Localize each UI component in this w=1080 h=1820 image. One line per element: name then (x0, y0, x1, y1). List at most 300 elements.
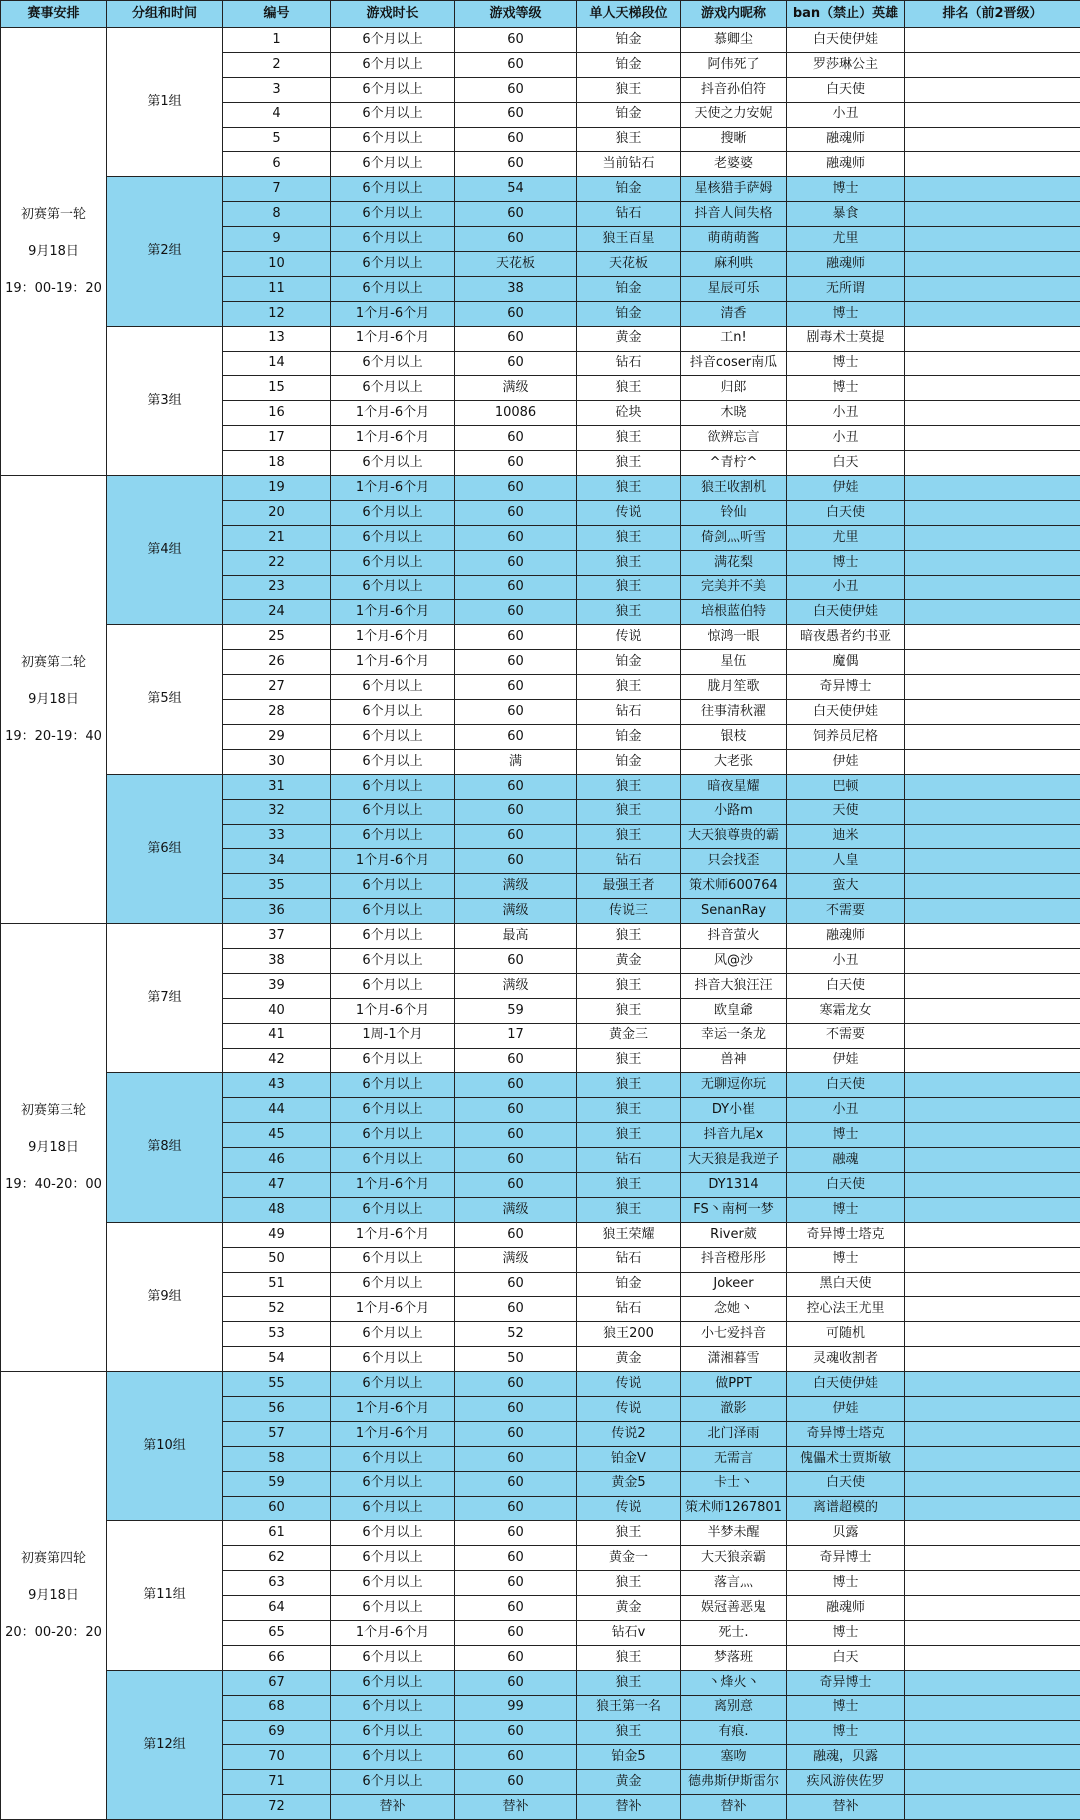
cell-ban-hero: 疾风游侠佐罗 (787, 1770, 905, 1795)
cell-ban-hero: 离谱超模的 (787, 1496, 905, 1521)
cell-placement (905, 1197, 1080, 1222)
cell-ban-hero: 罗莎琳公主 (787, 52, 905, 77)
cell-ban-hero: 白天使 (787, 77, 905, 102)
cell-number: 35 (223, 874, 331, 899)
cell-ban-hero: 融魂，贝露 (787, 1745, 905, 1770)
cell-number: 1 (223, 28, 331, 53)
cell-ban-hero: 奇异博士塔克 (787, 1421, 905, 1446)
cell-placement (905, 774, 1080, 799)
cell-nickname: 无聊逗你玩 (681, 1073, 787, 1098)
round-time: 19：00-19：20 (1, 270, 106, 307)
cell-ban-hero: 不需要 (787, 899, 905, 924)
cell-number: 38 (223, 948, 331, 973)
cell-ban-hero: 小丑 (787, 575, 905, 600)
cell-play-duration: 1个月-6个月 (331, 1172, 455, 1197)
cell-number: 42 (223, 1048, 331, 1073)
cell-nickname: 倚剑灬听雪 (681, 525, 787, 550)
cell-nickname: 卡士丶 (681, 1471, 787, 1496)
cell-nickname: 麻利哄 (681, 252, 787, 277)
cell-number: 26 (223, 650, 331, 675)
cell-ladder-rank: 狼王 (577, 1048, 681, 1073)
cell-game-level: 60 (455, 1446, 577, 1471)
cell-placement (905, 1720, 1080, 1745)
cell-play-duration: 6个月以上 (331, 824, 455, 849)
round-cell (1, 924, 107, 1372)
cell-play-duration: 6个月以上 (331, 1048, 455, 1073)
cell-nickname: 梦落班 (681, 1645, 787, 1670)
cell-placement (905, 1521, 1080, 1546)
cell-nickname: 欲辨忘言 (681, 426, 787, 451)
cell-number: 57 (223, 1421, 331, 1446)
cell-game-level: 满级 (455, 1197, 577, 1222)
cell-number: 3 (223, 77, 331, 102)
cell-ladder-rank: 钻石v (577, 1621, 681, 1646)
cell-game-level: 60 (455, 1396, 577, 1421)
cell-placement (905, 973, 1080, 998)
cell-number: 11 (223, 276, 331, 301)
cell-placement (905, 1471, 1080, 1496)
cell-nickname: 幸运一条龙 (681, 1023, 787, 1048)
cell-game-level: 60 (455, 849, 577, 874)
cell-ladder-rank: 铂金V (577, 1446, 681, 1471)
cell-ban-hero: 博士 (787, 1197, 905, 1222)
cell-game-level: 60 (455, 1048, 577, 1073)
cell-ladder-rank: 狼王 (577, 1571, 681, 1596)
cell-ladder-rank: 狼王 (577, 998, 681, 1023)
cell-number: 9 (223, 227, 331, 252)
cell-ban-hero: 小丑 (787, 948, 905, 973)
cell-play-duration: 6个月以上 (331, 276, 455, 301)
cell-placement (905, 550, 1080, 575)
cell-ban-hero: 巴顿 (787, 774, 905, 799)
cell-number: 6 (223, 152, 331, 177)
cell-nickname: 阿伟死了 (681, 52, 787, 77)
cell-placement (905, 1571, 1080, 1596)
cell-number: 34 (223, 849, 331, 874)
cell-ladder-rank: 狼王 (577, 575, 681, 600)
cell-ladder-rank: 狼王 (577, 1073, 681, 1098)
cell-placement (905, 1421, 1080, 1446)
cell-ladder-rank: 狼王 (577, 525, 681, 550)
cell-ban-hero: 奇异博士 (787, 675, 905, 700)
cell-play-duration: 6个月以上 (331, 1372, 455, 1397)
cell-game-level: 60 (455, 1621, 577, 1646)
cell-nickname: 暗夜星耀 (681, 774, 787, 799)
cell-placement (905, 849, 1080, 874)
cell-game-level: 60 (455, 1546, 577, 1571)
cell-ladder-rank: 狼王 (577, 426, 681, 451)
cell-ban-hero: 尤里 (787, 227, 905, 252)
cell-nickname: 培根蓝伯特 (681, 600, 787, 625)
cell-ban-hero: 蛮大 (787, 874, 905, 899)
cell-ban-hero: 可随机 (787, 1322, 905, 1347)
cell-ladder-rank: 黄金 (577, 1347, 681, 1372)
cell-placement (905, 1098, 1080, 1123)
cell-play-duration: 1个月-6个月 (331, 1222, 455, 1247)
cell-number: 68 (223, 1695, 331, 1720)
cell-game-level: 60 (455, 28, 577, 53)
cell-placement (905, 1496, 1080, 1521)
cell-ladder-rank: 铂金 (577, 276, 681, 301)
cell-play-duration: 6个月以上 (331, 451, 455, 476)
cell-ladder-rank: 传说 (577, 1372, 681, 1397)
cell-number: 12 (223, 301, 331, 326)
cell-play-duration: 6个月以上 (331, 28, 455, 53)
cell-play-duration: 6个月以上 (331, 1720, 455, 1745)
cell-ban-hero: 小丑 (787, 401, 905, 426)
cell-nickname: 策术师600764 (681, 874, 787, 899)
cell-game-level: 60 (455, 1222, 577, 1247)
cell-nickname: 木晓 (681, 401, 787, 426)
cell-play-duration: 6个月以上 (331, 724, 455, 749)
cell-nickname: 满花梨 (681, 550, 787, 575)
cell-placement (905, 1222, 1080, 1247)
cell-number: 32 (223, 799, 331, 824)
table-row (1, 1372, 1080, 1397)
cell-game-level: 60 (455, 1720, 577, 1745)
cell-game-level: 60 (455, 1471, 577, 1496)
cell-number: 61 (223, 1521, 331, 1546)
cell-game-level: 60 (455, 1372, 577, 1397)
cell-play-duration: 1个月-6个月 (331, 1621, 455, 1646)
cell-play-duration: 6个月以上 (331, 252, 455, 277)
cell-ladder-rank: 黄金 (577, 1770, 681, 1795)
cell-placement (905, 625, 1080, 650)
header-ladder-rank: 单人天梯段位 (577, 1, 681, 28)
cell-game-level: 60 (455, 1496, 577, 1521)
round-date: 9月18日 (1, 233, 106, 270)
cell-ban-hero: 剧毒术士莫提 (787, 326, 905, 351)
cell-game-level: 60 (455, 774, 577, 799)
cell-number: 71 (223, 1770, 331, 1795)
cell-ladder-rank: 狼王荣耀 (577, 1222, 681, 1247)
cell-nickname: 狼王收割机 (681, 476, 787, 501)
cell-play-duration: 6个月以上 (331, 1322, 455, 1347)
cell-game-level: 60 (455, 525, 577, 550)
cell-number: 19 (223, 476, 331, 501)
cell-placement (905, 650, 1080, 675)
cell-nickname: 兽神 (681, 1048, 787, 1073)
cell-play-duration: 6个月以上 (331, 1197, 455, 1222)
cell-number: 70 (223, 1745, 331, 1770)
cell-number: 2 (223, 52, 331, 77)
cell-placement (905, 252, 1080, 277)
cell-ladder-rank: 狼王 (577, 1123, 681, 1148)
cell-play-duration: 1个月-6个月 (331, 476, 455, 501)
cell-nickname: 完美并不美 (681, 575, 787, 600)
cell-play-duration: 6个月以上 (331, 1596, 455, 1621)
cell-number: 55 (223, 1372, 331, 1397)
cell-nickname: 有痕. (681, 1720, 787, 1745)
round-cell (1, 476, 107, 924)
cell-number: 10 (223, 252, 331, 277)
cell-ban-hero: 白天使伊娃 (787, 600, 905, 625)
cell-number: 52 (223, 1297, 331, 1322)
cell-number: 20 (223, 500, 331, 525)
round-time: 20：00-20：20 (1, 1614, 106, 1651)
cell-ladder-rank: 狼王 (577, 1098, 681, 1123)
cell-play-duration: 6个月以上 (331, 1073, 455, 1098)
cell-ban-hero: 博士 (787, 1720, 905, 1745)
cell-number: 15 (223, 376, 331, 401)
cell-game-level: 50 (455, 1347, 577, 1372)
cell-placement (905, 102, 1080, 127)
cell-ban-hero: 博士 (787, 1621, 905, 1646)
table-row (1, 177, 1080, 202)
cell-nickname: 大天狼尊贵的霸 (681, 824, 787, 849)
cell-ban-hero: 迪米 (787, 824, 905, 849)
cell-game-level: 38 (455, 276, 577, 301)
cell-play-duration: 6个月以上 (331, 376, 455, 401)
cell-nickname: 抖音萤火 (681, 924, 787, 949)
cell-ladder-rank: 狼王 (577, 1645, 681, 1670)
cell-play-duration: 6个月以上 (331, 749, 455, 774)
table-row (1, 1222, 1080, 1247)
cell-ladder-rank: 狼王第一名 (577, 1695, 681, 1720)
cell-play-duration: 6个月以上 (331, 102, 455, 127)
cell-play-duration: 1个月-6个月 (331, 600, 455, 625)
cell-nickname: SenanRay (681, 899, 787, 924)
cell-number: 54 (223, 1347, 331, 1372)
cell-nickname: 萌萌萌酱 (681, 227, 787, 252)
cell-ban-hero: 博士 (787, 1571, 905, 1596)
cell-game-level: 60 (455, 152, 577, 177)
cell-ban-hero: 傀儡术士贾斯敏 (787, 1446, 905, 1471)
cell-placement (905, 1695, 1080, 1720)
cell-placement (905, 426, 1080, 451)
group-name: 第8组 (107, 1073, 223, 1222)
cell-game-level: 满级 (455, 376, 577, 401)
cell-game-level: 60 (455, 1571, 577, 1596)
cell-ladder-rank: 黄金 (577, 326, 681, 351)
cell-game-level: 60 (455, 1596, 577, 1621)
cell-play-duration: 1个月-6个月 (331, 998, 455, 1023)
cell-nickname: 离别意 (681, 1695, 787, 1720)
cell-placement (905, 301, 1080, 326)
cell-ladder-rank: 黄金三 (577, 1023, 681, 1048)
cell-ban-hero: 寒霜龙女 (787, 998, 905, 1023)
cell-play-duration: 替补 (331, 1795, 455, 1820)
cell-nickname: 银枝 (681, 724, 787, 749)
cell-play-duration: 6个月以上 (331, 1770, 455, 1795)
cell-number: 69 (223, 1720, 331, 1745)
cell-ban-hero: 伊娃 (787, 1048, 905, 1073)
cell-nickname: DY1314 (681, 1172, 787, 1197)
cell-ladder-rank: 狼王 (577, 774, 681, 799)
cell-nickname: 潇湘暮雪 (681, 1347, 787, 1372)
table-row (1, 1670, 1080, 1695)
cell-game-level: 最高 (455, 924, 577, 949)
cell-game-level: 60 (455, 476, 577, 501)
cell-game-level: 60 (455, 451, 577, 476)
cell-play-duration: 6个月以上 (331, 351, 455, 376)
cell-nickname: 抖音coser南瓜 (681, 351, 787, 376)
cell-game-level: 10086 (455, 401, 577, 426)
cell-nickname: 惊鸿一眼 (681, 625, 787, 650)
cell-placement (905, 998, 1080, 1023)
cell-game-level: 满 (455, 749, 577, 774)
cell-ban-hero: 暗夜愚者约书亚 (787, 625, 905, 650)
cell-ladder-rank: 最强王者 (577, 874, 681, 899)
cell-placement (905, 28, 1080, 53)
cell-number: 7 (223, 177, 331, 202)
cell-placement (905, 724, 1080, 749)
cell-ladder-rank: 狼王 (577, 1172, 681, 1197)
cell-ladder-rank: 狼王 (577, 1720, 681, 1745)
cell-ladder-rank: 传说三 (577, 899, 681, 924)
cell-game-level: 天花板 (455, 252, 577, 277)
cell-play-duration: 6个月以上 (331, 1123, 455, 1148)
cell-game-level: 60 (455, 426, 577, 451)
cell-game-level: 17 (455, 1023, 577, 1048)
cell-game-level: 52 (455, 1322, 577, 1347)
cell-placement (905, 899, 1080, 924)
cell-ladder-rank: 狼王 (577, 451, 681, 476)
cell-ladder-rank: 钻石 (577, 351, 681, 376)
header-play-duration: 游戏时长 (331, 1, 455, 28)
cell-ban-hero: 博士 (787, 1123, 905, 1148)
round-date: 9月18日 (1, 1129, 106, 1166)
cell-nickname: Jokeer (681, 1272, 787, 1297)
cell-game-level: 60 (455, 724, 577, 749)
cell-game-level: 60 (455, 102, 577, 127)
cell-ban-hero: 融魂 (787, 1148, 905, 1173)
cell-placement (905, 1123, 1080, 1148)
cell-play-duration: 6个月以上 (331, 899, 455, 924)
cell-ladder-rank: 铂金 (577, 102, 681, 127)
cell-nickname: 星核猎手萨姆 (681, 177, 787, 202)
cell-ban-hero: 伊娃 (787, 1396, 905, 1421)
cell-ban-hero: 无所谓 (787, 276, 905, 301)
cell-ladder-rank: 铂金 (577, 52, 681, 77)
cell-placement (905, 476, 1080, 501)
cell-placement (905, 675, 1080, 700)
cell-play-duration: 6个月以上 (331, 1745, 455, 1770)
cell-ladder-rank: 砼块 (577, 401, 681, 426)
cell-game-level: 60 (455, 1123, 577, 1148)
header-row (1, 1, 1080, 28)
cell-placement (905, 1023, 1080, 1048)
cell-ban-hero: 融魂师 (787, 924, 905, 949)
cell-ladder-rank: 铂金 (577, 1272, 681, 1297)
cell-placement (905, 326, 1080, 351)
cell-game-level: 60 (455, 824, 577, 849)
cell-placement (905, 924, 1080, 949)
cell-number: 72 (223, 1795, 331, 1820)
cell-ban-hero: 奇异博士 (787, 1546, 905, 1571)
cell-play-duration: 1个月-6个月 (331, 326, 455, 351)
cell-game-level: 60 (455, 227, 577, 252)
cell-nickname: 星伍 (681, 650, 787, 675)
cell-placement (905, 1247, 1080, 1272)
table-row (1, 1073, 1080, 1098)
group-name: 第6组 (107, 774, 223, 923)
cell-number: 5 (223, 127, 331, 152)
cell-ladder-rank: 钻石 (577, 1247, 681, 1272)
cell-placement (905, 1596, 1080, 1621)
cell-ladder-rank: 狼王 (577, 1197, 681, 1222)
cell-ladder-rank: 当前钻石 (577, 152, 681, 177)
table-row (1, 326, 1080, 351)
cell-placement (905, 1396, 1080, 1421)
cell-number: 14 (223, 351, 331, 376)
cell-game-level: 60 (455, 625, 577, 650)
cell-play-duration: 6个月以上 (331, 525, 455, 550)
cell-nickname: 替补 (681, 1795, 787, 1820)
cell-placement (905, 1073, 1080, 1098)
cell-game-level: 60 (455, 1770, 577, 1795)
cell-nickname: 抖音大狼汪汪 (681, 973, 787, 998)
cell-play-duration: 6个月以上 (331, 1496, 455, 1521)
cell-nickname: 无需言 (681, 1446, 787, 1471)
cell-nickname: 半梦未醒 (681, 1521, 787, 1546)
cell-ban-hero: 白天使伊娃 (787, 28, 905, 53)
cell-ban-hero: 伊娃 (787, 749, 905, 774)
cell-ban-hero: 不需要 (787, 1023, 905, 1048)
cell-ladder-rank: 狼王 (577, 476, 681, 501)
cell-game-level: 满级 (455, 1247, 577, 1272)
cell-nickname: 慕卿尘 (681, 28, 787, 53)
cell-ladder-rank: 狼王 (577, 1670, 681, 1695)
cell-ladder-rank: 黄金5 (577, 1471, 681, 1496)
cell-ban-hero: 控心法王尤里 (787, 1297, 905, 1322)
cell-number: 21 (223, 525, 331, 550)
cell-nickname: 丶烽火丶 (681, 1670, 787, 1695)
cell-placement (905, 749, 1080, 774)
cell-ladder-rank: 狼王 (577, 1521, 681, 1546)
cell-placement (905, 401, 1080, 426)
round-cell (1, 28, 107, 476)
cell-nickname: 小路m (681, 799, 787, 824)
cell-game-level: 60 (455, 1297, 577, 1322)
cell-ladder-rank: 铂金 (577, 28, 681, 53)
round-date: 9月18日 (1, 1577, 106, 1614)
cell-play-duration: 6个月以上 (331, 1347, 455, 1372)
round-title: 初赛第三轮 (1, 1092, 106, 1129)
cell-play-duration: 6个月以上 (331, 1247, 455, 1272)
table-row (1, 476, 1080, 501)
cell-game-level: 60 (455, 1172, 577, 1197)
cell-play-duration: 1个月-6个月 (331, 625, 455, 650)
cell-play-duration: 6个月以上 (331, 177, 455, 202)
cell-nickname: 策术师1267801 (681, 1496, 787, 1521)
cell-number: 23 (223, 575, 331, 600)
cell-game-level: 60 (455, 1421, 577, 1446)
cell-nickname: 抖音孙伯符 (681, 77, 787, 102)
cell-number: 43 (223, 1073, 331, 1098)
cell-placement (905, 1148, 1080, 1173)
cell-game-level: 99 (455, 1695, 577, 1720)
cell-placement (905, 500, 1080, 525)
group-name: 第11组 (107, 1521, 223, 1670)
cell-placement (905, 700, 1080, 725)
cell-ban-hero: 博士 (787, 376, 905, 401)
cell-ladder-rank: 狼王 (577, 376, 681, 401)
cell-number: 53 (223, 1322, 331, 1347)
cell-play-duration: 1周-1个月 (331, 1023, 455, 1048)
cell-play-duration: 6个月以上 (331, 1148, 455, 1173)
cell-ban-hero: 白天使 (787, 1172, 905, 1197)
cell-ban-hero: 黑白天使 (787, 1272, 905, 1297)
cell-nickname: 抖音橙彤彤 (681, 1247, 787, 1272)
cell-game-level: 60 (455, 202, 577, 227)
cell-number: 4 (223, 102, 331, 127)
cell-ladder-rank: 狼王 (577, 675, 681, 700)
cell-play-duration: 6个月以上 (331, 1446, 455, 1471)
round-cell (1, 1372, 107, 1820)
cell-nickname: 死士. (681, 1621, 787, 1646)
cell-ladder-rank: 黄金一 (577, 1546, 681, 1571)
